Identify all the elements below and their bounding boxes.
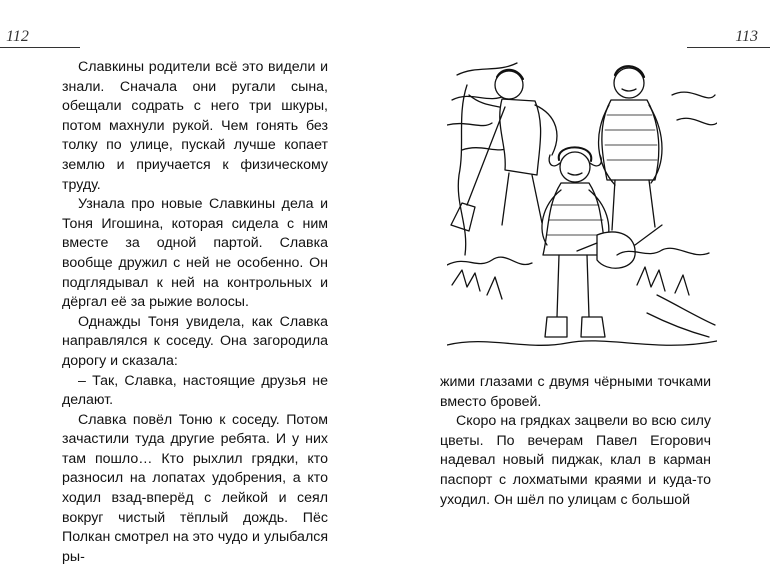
header-rule-left bbox=[0, 47, 80, 48]
right-page bbox=[385, 0, 770, 549]
paragraph: Однажды Тоня увидела, как Славка направлялся к соседу. Она загородила дорогу и сказала: bbox=[62, 313, 328, 369]
header-rule-right bbox=[687, 47, 770, 48]
paragraph: – Так, Славка, настоящие друзья не делают. bbox=[62, 372, 328, 409]
paragraph: Славка повёл Тоню к соседу. Потом зачастили туда другие ребята. И у них там пошло… Кто рыхлил грядки, кто разносил на лопатах удобрения, а кто ходил взад-вперёд с лейкой и сеял вокруг чистый тёплый дождь. Пёс Полкан смотрел на это чудо и улыбался ры- bbox=[62, 411, 328, 565]
right-page-text bbox=[440, 373, 711, 510]
left-page bbox=[0, 0, 385, 565]
page-number-left: 112 bbox=[6, 28, 29, 45]
paragraph: Узнала про новые Славкины дела и Тоня Игошина, которая сидела с ним вместе за одной партой. Славка вообще дружил с ней не особенно. Он подглядывал к ней на контрольных и дёргал её за рыжие волосы. bbox=[62, 196, 328, 311]
page-number-right: 113 bbox=[735, 28, 758, 45]
paragraph: Славкины родители всё это видели и знали. Сначала они ругали сына, обещали содрать с него три шкуры, потом махнули рукой. Чем гонять без толку по улице, пускай лучше копает землю и приучается к физическому труду. bbox=[62, 59, 328, 193]
children-gardening-illustration bbox=[447, 55, 717, 360]
left-page-text bbox=[62, 58, 328, 567]
paragraph: жими глазами с двумя чёрными точками вместо бровей. bbox=[440, 374, 711, 410]
paragraph: Скоро на грядках зацвели во всю силу цветы. По вечерам Павел Егорович надевал новый пиджак, клал в карман паспорт с лохматыми краями и куда-то уходил. Он шёл по улицам с большой bbox=[440, 413, 711, 508]
